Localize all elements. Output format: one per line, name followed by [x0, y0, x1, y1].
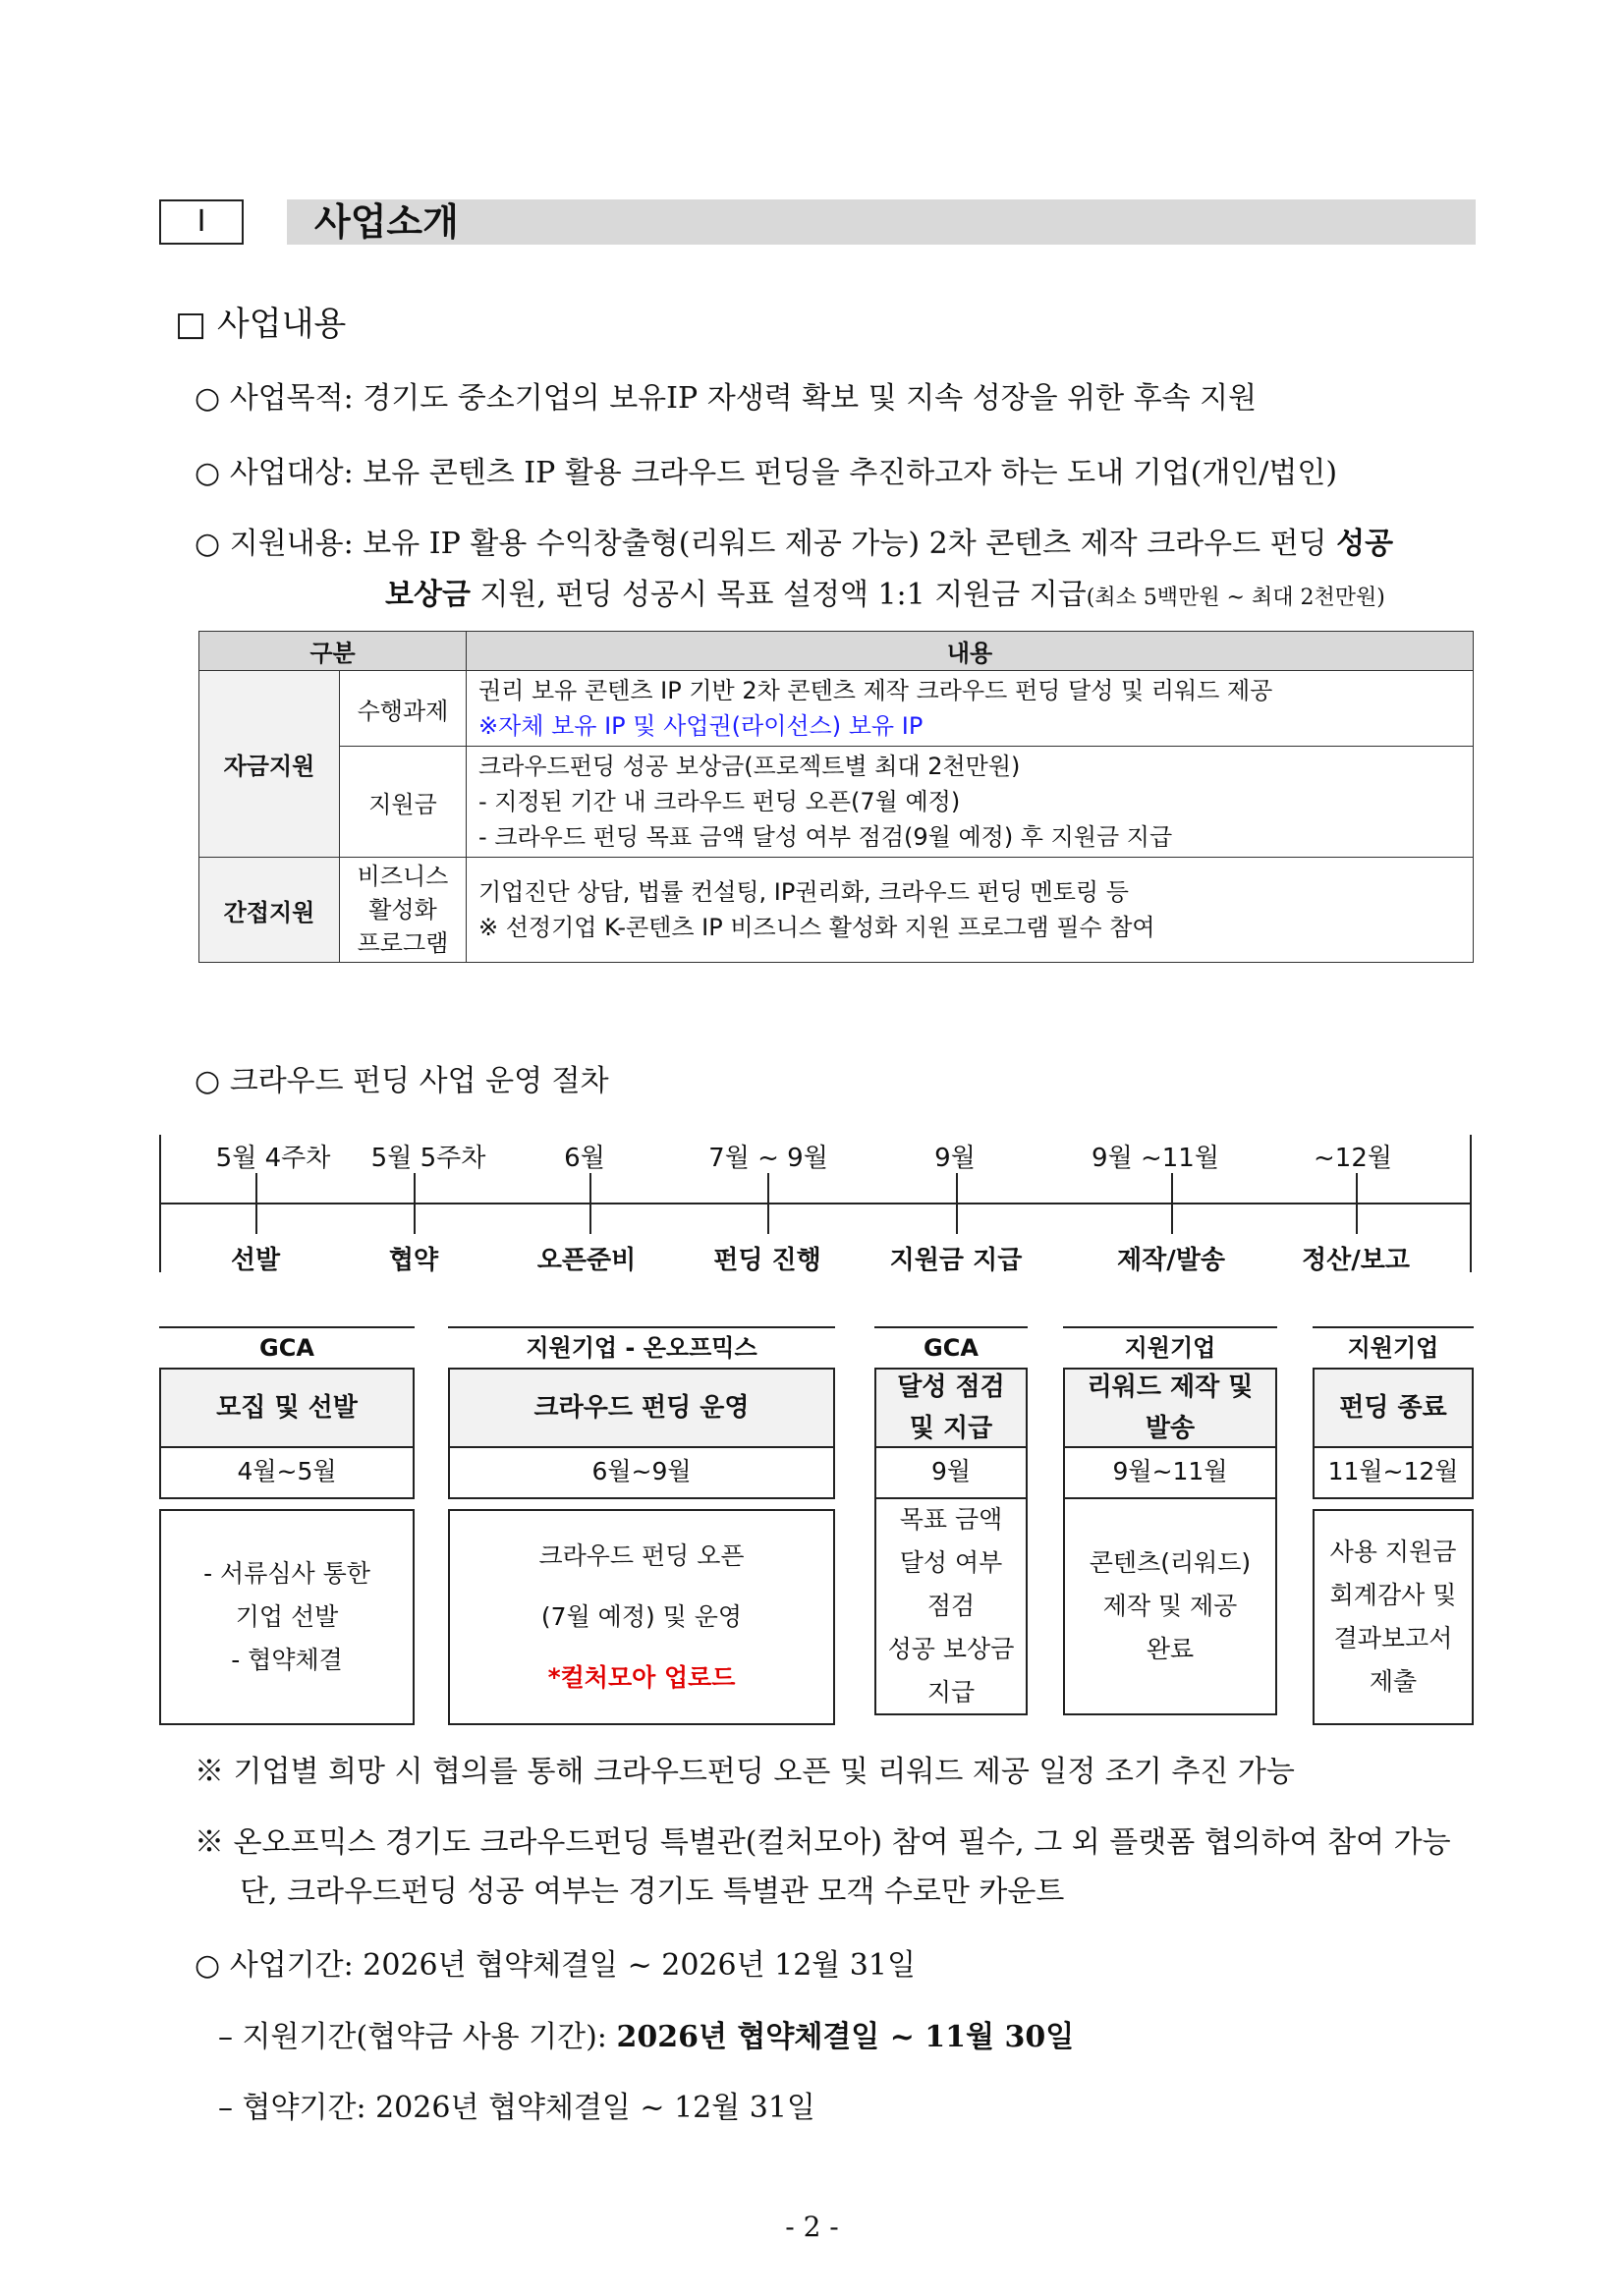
table-note: ※자체 보유 IP 및 사업권(라이선스) 보유 IP	[478, 712, 924, 740]
timeline-date: ~12월	[1314, 1144, 1392, 1173]
table-row	[199, 671, 1474, 747]
desc-line: 제출	[1369, 1667, 1418, 1696]
timeline-step: 제작/발송	[1117, 1246, 1225, 1275]
timeline-tick	[255, 1173, 257, 1234]
timeline-tick	[414, 1173, 416, 1234]
desc-line: 제작 및 제공	[1102, 1592, 1238, 1620]
desc-line: 기업 선발	[235, 1602, 339, 1631]
desc-line: 지급	[926, 1678, 976, 1707]
table-line: 크라우드펀딩 성공 보상금(프로젝트별 최대 2천만원)	[478, 753, 1021, 780]
process-column-check	[874, 1326, 1028, 1715]
column-actor: 지원기업 - 온오프믹스	[526, 1334, 757, 1362]
desc-line: 사용 지원금	[1329, 1538, 1457, 1566]
support-text-small: (최소 5백만원 ~ 최대 2천만원)	[1086, 586, 1385, 610]
process-column-close	[1313, 1326, 1474, 1725]
timeline-date: 9월	[934, 1144, 976, 1173]
table-header-category: 구분	[199, 632, 467, 671]
timeline-tick	[1171, 1173, 1173, 1234]
column-actor: 지원기업	[1124, 1334, 1216, 1362]
column-actor: GCA	[924, 1334, 979, 1362]
business-period: ○ 사업기간: 2026년 협약체결일 ~ 2026년 12월 31일	[195, 1948, 916, 1983]
timeline-date: 9월 ~11월	[1092, 1144, 1219, 1173]
timeline-date: 7월 ~ 9월	[708, 1144, 828, 1173]
timeline-date: 6월	[564, 1144, 605, 1173]
timeline-step: 지원금 지급	[889, 1246, 1023, 1275]
support-period-value: 2026년 협약체결일 ~ 11월 30일	[616, 2020, 1075, 2054]
timeline-date: 5월 4주차	[215, 1144, 331, 1173]
timeline-step: 협약	[388, 1246, 439, 1275]
note-platform: ※ 온오프믹스 경기도 크라우드펀딩 특별관(컬처모아) 참여 필수, 그 외 플랫폼 협의하여 참여 가능	[195, 1825, 1451, 1860]
desc-line: 목표 금액	[899, 1505, 1003, 1534]
contract-period: – 협약기간: 2026년 협약체결일 ~ 12월 31일	[218, 2091, 815, 2125]
table-subcategory: 지원금	[340, 747, 467, 858]
procedure-title: ○ 크라우드 펀딩 사업 운영 절차	[195, 1064, 609, 1098]
table-header-content: 내용	[467, 632, 1474, 671]
desc-line: 크라우드 펀딩 오픈	[538, 1541, 745, 1570]
column-title: 리워드 제작 및 발송	[1063, 1368, 1277, 1448]
heading-business-content: □ 사업내용	[175, 305, 347, 344]
column-title: 펀딩 종료	[1313, 1368, 1474, 1448]
table-category: 자금지원	[199, 671, 340, 858]
note-early-schedule: ※ 기업별 희망 시 협의를 통해 크라우드펀딩 오픈 및 리워드 제공 일정 조기 추진 가능	[195, 1755, 1295, 1789]
timeline-step: 펀딩 진행	[713, 1246, 821, 1275]
timeline-axis	[159, 1203, 1472, 1204]
column-period: 9월~11월	[1063, 1448, 1277, 1499]
support-text-b: 지원, 펀딩 성공시 목표 설정액 1:1 지원금 지급	[470, 578, 1087, 612]
column-period: 6월~9월	[448, 1448, 835, 1499]
bullet-target: ○ 사업대상: 보유 콘텐츠 IP 활용 크라우드 펀딩을 추진하고자 하는 도내 기업(개인/법인)	[195, 456, 1338, 490]
bullet-support	[195, 519, 1393, 562]
support-text-a: ○ 지원내용: 보유 IP 활용 수익창출형(리워드 제공 가능) 2차 콘텐츠 제작 크라우드 펀딩	[195, 527, 1337, 561]
table-line: 기업진단 상담, 법률 컨설팅, IP권리화, 크라우드 펀딩 멘토링 등	[478, 878, 1129, 906]
table-content	[467, 858, 1474, 963]
table-row	[199, 858, 1474, 963]
column-desc	[1313, 1509, 1474, 1725]
column-title: 모집 및 선발	[159, 1368, 415, 1448]
timeline-tick	[956, 1173, 958, 1234]
support-period	[218, 2012, 1074, 2055]
bullet-support-cont	[385, 570, 1385, 613]
section-title-bar	[287, 199, 1476, 245]
desc-line: 점검	[926, 1592, 976, 1620]
table-category: 간접지원	[199, 858, 340, 963]
timeline-step: 정산/보고	[1302, 1246, 1410, 1275]
table-line: 권리 보유 콘텐츠 IP 기반 2차 콘텐츠 제작 크라우드 펀딩 달성 및 리워드 제공	[478, 677, 1273, 704]
section-number: Ⅰ	[159, 199, 244, 245]
column-actor: 지원기업	[1347, 1334, 1439, 1362]
section-title: 사업소개	[314, 200, 459, 244]
timeline-step: 오픈준비	[536, 1246, 637, 1275]
timeline-date: 5월 5주차	[370, 1144, 486, 1173]
table-subcategory: 비즈니스 활성화 프로그램	[340, 858, 467, 963]
column-period: 11월~12월	[1313, 1448, 1474, 1499]
note-platform-cont: 단, 크라우드펀딩 성공 여부는 경기도 특별관 모객 수로만 카운트	[240, 1875, 1065, 1909]
timeline-tick	[589, 1173, 591, 1234]
timeline-tick	[1356, 1173, 1358, 1234]
column-actor: GCA	[259, 1334, 314, 1362]
bullet-purpose: ○ 사업목적: 경기도 중소기업의 보유IP 자생력 확보 및 지속 성장을 위한 후속 지원	[195, 381, 1258, 416]
table-line: - 크라우드 펀딩 목표 금액 달성 여부 점검(9월 예정) 후 지원금 지급	[478, 823, 1173, 851]
table-line: ※ 선정기업 K-콘텐츠 IP 비즈니스 활성화 지원 프로그램 필수 참여	[478, 914, 1155, 941]
column-period: 9월	[874, 1448, 1028, 1499]
table-line: - 지정된 기간 내 크라우드 펀딩 오픈(7월 예정)	[478, 788, 961, 815]
table-row	[199, 747, 1474, 858]
column-desc	[1063, 1499, 1277, 1715]
timeline-left-edge	[159, 1135, 161, 1272]
desc-highlight: *컬처모아 업로드	[547, 1663, 736, 1692]
column-desc	[159, 1509, 415, 1725]
desc-line: (7월 예정) 및 운영	[540, 1602, 743, 1631]
support-bold-b: 보상금	[385, 578, 471, 612]
column-desc	[448, 1509, 835, 1725]
timeline-step: 선발	[230, 1246, 281, 1275]
desc-line: 회계감사 및	[1329, 1581, 1457, 1609]
column-title: 달성 점검 및 지급	[874, 1368, 1028, 1448]
timeline-tick	[767, 1173, 769, 1234]
column-desc	[874, 1499, 1028, 1715]
process-column-funding	[448, 1326, 835, 1725]
table-content	[467, 747, 1474, 858]
column-period: 4월~5월	[159, 1448, 415, 1499]
desc-line: 콘텐츠(리워드)	[1089, 1548, 1252, 1577]
timeline-right-edge	[1470, 1135, 1472, 1272]
desc-line: 성공 보상금	[887, 1635, 1015, 1663]
page-number: - 2 -	[785, 2211, 839, 2243]
process-column-reward	[1063, 1326, 1277, 1715]
table-header-row	[199, 632, 1474, 671]
column-title: 크라우드 펀딩 운영	[448, 1368, 835, 1448]
support-period-label: – 지원기간(협약금 사용 기간):	[218, 2020, 617, 2054]
desc-line: - 협약체결	[231, 1646, 343, 1674]
desc-line: - 서류심사 통한	[203, 1559, 370, 1588]
table-subcategory: 수행과제	[340, 671, 467, 747]
support-bold-a: 성공	[1336, 527, 1394, 561]
process-column-recruit	[159, 1326, 415, 1725]
desc-line: 결과보고서	[1333, 1624, 1453, 1652]
desc-line: 달성 여부	[899, 1548, 1003, 1577]
support-table	[198, 631, 1474, 963]
table-content	[467, 671, 1474, 747]
desc-line: 완료	[1146, 1635, 1195, 1663]
